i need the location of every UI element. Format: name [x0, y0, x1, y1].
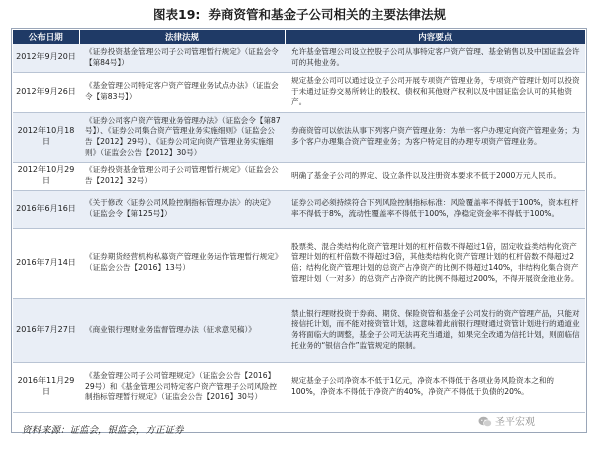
table-row [13, 228, 585, 298]
cell-law: 《商业银行理财业务监督管理办法（征求意见稿）》 [79, 298, 285, 362]
cell-law: 《证券投资基金管理公司子公司管理暂行规定》（证监会令【第84号】） [79, 44, 285, 72]
figure-caption: 券商资管和基金子公司相关的主要法律法规 [208, 7, 446, 22]
cell-points: 禁止银行理财投资于券商、期货、保险资管和基金子公司发行的资产管理产品，只能对接信托计划，而不能对接资管计划，这意味着此前银行理财通过资管计划进行的通道业务将面临大的调整，基金子公司无法再充当通道，如果完全改通为信托计划，则面临信托业务的“银信合作”监管规定的限制。 [285, 298, 585, 362]
cell-law: 《关于修改〈证券公司风险控制指标管理办法〉的决定》（证监会令【第125号】） [79, 190, 285, 228]
cell-points: 允许基金管理公司设立控股子公司从事特定客户资产管理、基金销售以及中国证监会许可的其他业务。 [285, 44, 585, 72]
cell-date: 2012年9月26日 [13, 72, 79, 112]
source-note: 资料来源：证监会，银监会，方正证券 [22, 425, 184, 436]
watermark-text: 圣平宏观 [495, 417, 535, 428]
cell-date: 2012年10月18日 [13, 112, 79, 162]
table-header-row [13, 30, 585, 44]
figure-number: 图表19: [153, 7, 201, 22]
cell-points: 证券公司必须持续符合下列风险控制指标标准：风险覆盖率不得低于100%，资本杠杆率不得低于8%，流动性覆盖率不得低于100%，净稳定资金率不得低于100%。 [285, 190, 585, 228]
cell-law: 《证券期货经营机构私募资产管理业务运作管理暂行规定》（证监会公告【2016】13号） [79, 228, 285, 298]
table-row [13, 190, 585, 228]
header-law: 法律法规 [79, 30, 285, 44]
header-date: 公布日期 [13, 30, 79, 44]
cell-points: 规定基金子公司净资本不低于1亿元，净资本不得低于各项业务风险资本之和的100%，净资本不得低于净资产的40%，净资产不得低于负债的20%。 [285, 362, 585, 412]
cell-points: 券商资管可以依法从事下列客户资产管理业务：为单一客户办理定向资产管理业务；为多个客户办理集合资产管理业务；为客户特定目的办理专项资产管理业务。 [285, 112, 585, 162]
cell-points: 规定基金公司可以通过设立子公司开展专项资产管理业务，专项资产管理计划可以投资于未通过证券交易所转让的股权、债权和其他财产权利以及中国证监会认可的其他资产。 [285, 72, 585, 112]
cell-date: 2016年11月29日 [13, 362, 79, 412]
figure-title [0, 4, 599, 26]
cell-points: 股票类、混合类结构化资产管理计划的杠杆倍数不得超过1倍，固定收益类结构化资产管理计划的杠杆倍数不得超过3倍，其他类结构化资产管理计划的杠杆倍数不得超过2倍；结构化资产管理计划的总资产占净资产的比例不得超过140%，非结构化集合资产管理计划（一对多）的总资产占净资产的比例不得超过200%，不得开展资金池业务。 [285, 228, 585, 298]
table-row [13, 362, 585, 412]
table-row [13, 72, 585, 112]
table-row [13, 162, 585, 190]
table-row [13, 298, 585, 362]
cell-law: 《基金管理公司特定客户资产管理业务试点办法》（证监会令【第83号】） [79, 72, 285, 112]
table-row [13, 44, 585, 72]
cell-date: 2012年9月20日 [13, 44, 79, 72]
watermark [478, 413, 535, 428]
header-points: 内容要点 [285, 30, 585, 44]
cell-law: 《证券公司客户资产管理业务管理办法》（证监会令【第87号】）、《证券公司集合资产管理业务实施细则》（证监会公告【2012】29号）、《证券公司定向资产管理业务实施细则》（证监会公告【2012】30号） [79, 112, 285, 162]
cell-law: 《基金管理公司子公司管理规定》（证监会公告【2016】29号）和《基金管理公司特定客户资产管理子公司风险控制指标管理暂行规定》（证监会公告【2016】30号） [79, 362, 285, 412]
regulations-table [13, 30, 585, 413]
cell-points: 明确了基金子公司的界定、设立条件以及注册资本要求不低于2000万元人民币。 [285, 162, 585, 190]
cell-date: 2016年6月16日 [13, 190, 79, 228]
cell-date: 2012年10月29日 [13, 162, 79, 190]
table-row [13, 112, 585, 162]
cell-law: 《证券投资基金管理公司子公司管理暂行规定》（证监会公告【2012】32号） [79, 162, 285, 190]
cell-date: 2016年7月27日 [13, 298, 79, 362]
cell-date: 2016年7月14日 [13, 228, 79, 298]
wechat-icon [478, 416, 492, 428]
